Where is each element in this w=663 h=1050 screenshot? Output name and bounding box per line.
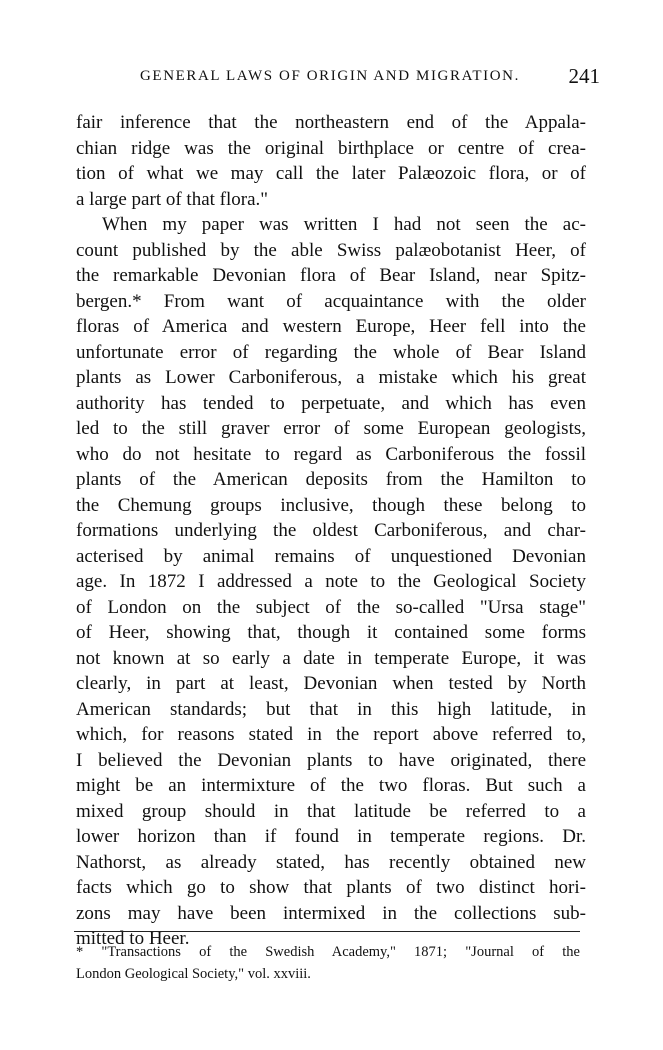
text-line: which, for reasons stated in the report above referred to, [76, 724, 586, 745]
text-line: plants of the American deposits from the Hamilton to [76, 469, 586, 490]
text-line: clearly, in part at least, Devonian when tested by North [76, 673, 586, 694]
body-text [76, 110, 586, 952]
text-line: chian ridge was the original birthplace or centre of crea- [76, 137, 586, 159]
text-line: might be an intermixture of the two floras. But such a [76, 775, 586, 796]
text-line: formations underlying the oldest Carboniferous, and char- [76, 520, 586, 541]
text-line: mitted to Heer. [76, 928, 190, 949]
running-title: GENERAL LAWS OF ORIGIN AND MIGRATION. [140, 68, 520, 84]
text-line: I believed the Devonian plants to have originated, there [76, 749, 586, 771]
text-line: of Heer, showing that, though it contained some forms [76, 622, 586, 643]
text-line: floras of America and western Europe, Heer fell into the [76, 316, 586, 337]
text-line: bergen.* From want of acquaintance with the older [76, 290, 586, 312]
text-line: zons may have been intermixed in the collections sub- [76, 902, 586, 924]
text-line: authority has tended to perpetuate, and which has even [76, 392, 586, 414]
text-line: lower horizon than if found in temperate regions. Dr. [76, 826, 586, 847]
text-line: who do not hesitate to regard as Carboniferous the fossil [76, 443, 586, 465]
text-line: Nathorst, as already stated, has recently obtained new [76, 851, 586, 873]
text-line: age. In 1872 I addressed a note to the Geological Society [76, 571, 586, 592]
text-line: mixed group should in that latitude be referred to a [76, 800, 586, 822]
running-head [140, 64, 600, 92]
text-line: unfortunate error of regarding the whole of Bear Island [76, 341, 586, 363]
text-line: tion of what we may call the later Palæozoic flora, or of [76, 163, 586, 184]
text-line: fair inference that the northeastern end of the Appala- [76, 112, 586, 133]
text-line: count published by the able Swiss palæobotanist Heer, of [76, 239, 586, 261]
text-line: American standards; but that in this high latitude, in [76, 698, 586, 720]
footnote [76, 941, 580, 985]
text-line: acterised by animal remains of unquestioned Devonian [76, 545, 586, 567]
text-line: not known at so early a date in temperate Europe, it was [76, 647, 586, 669]
text-line: the remarkable Devonian flora of Bear Island, near Spitz- [76, 265, 586, 286]
text-line: of London on the subject of the so-called "Ursa stage" [76, 596, 586, 618]
footnote-line: * "Transactions of the Swedish Academy," 1871; "Journal of the [76, 944, 580, 960]
footnote-line: London Geological Society," vol. xxviii. [76, 966, 311, 982]
text-line: facts which go to show that plants of two distinct hori- [76, 877, 586, 898]
page-number: 241 [568, 64, 600, 88]
text-line: led to the still graver error of some European geologists, [76, 418, 586, 439]
text-line: plants as Lower Carboniferous, a mistake which his great [76, 367, 586, 388]
footnote-rule [74, 931, 580, 932]
text-line: the Chemung groups inclusive, though these belong to [76, 494, 586, 516]
paragraph-first-line: When my paper was written I had not seen the ac- [102, 214, 586, 235]
text-line: a large part of that flora." [76, 188, 269, 210]
